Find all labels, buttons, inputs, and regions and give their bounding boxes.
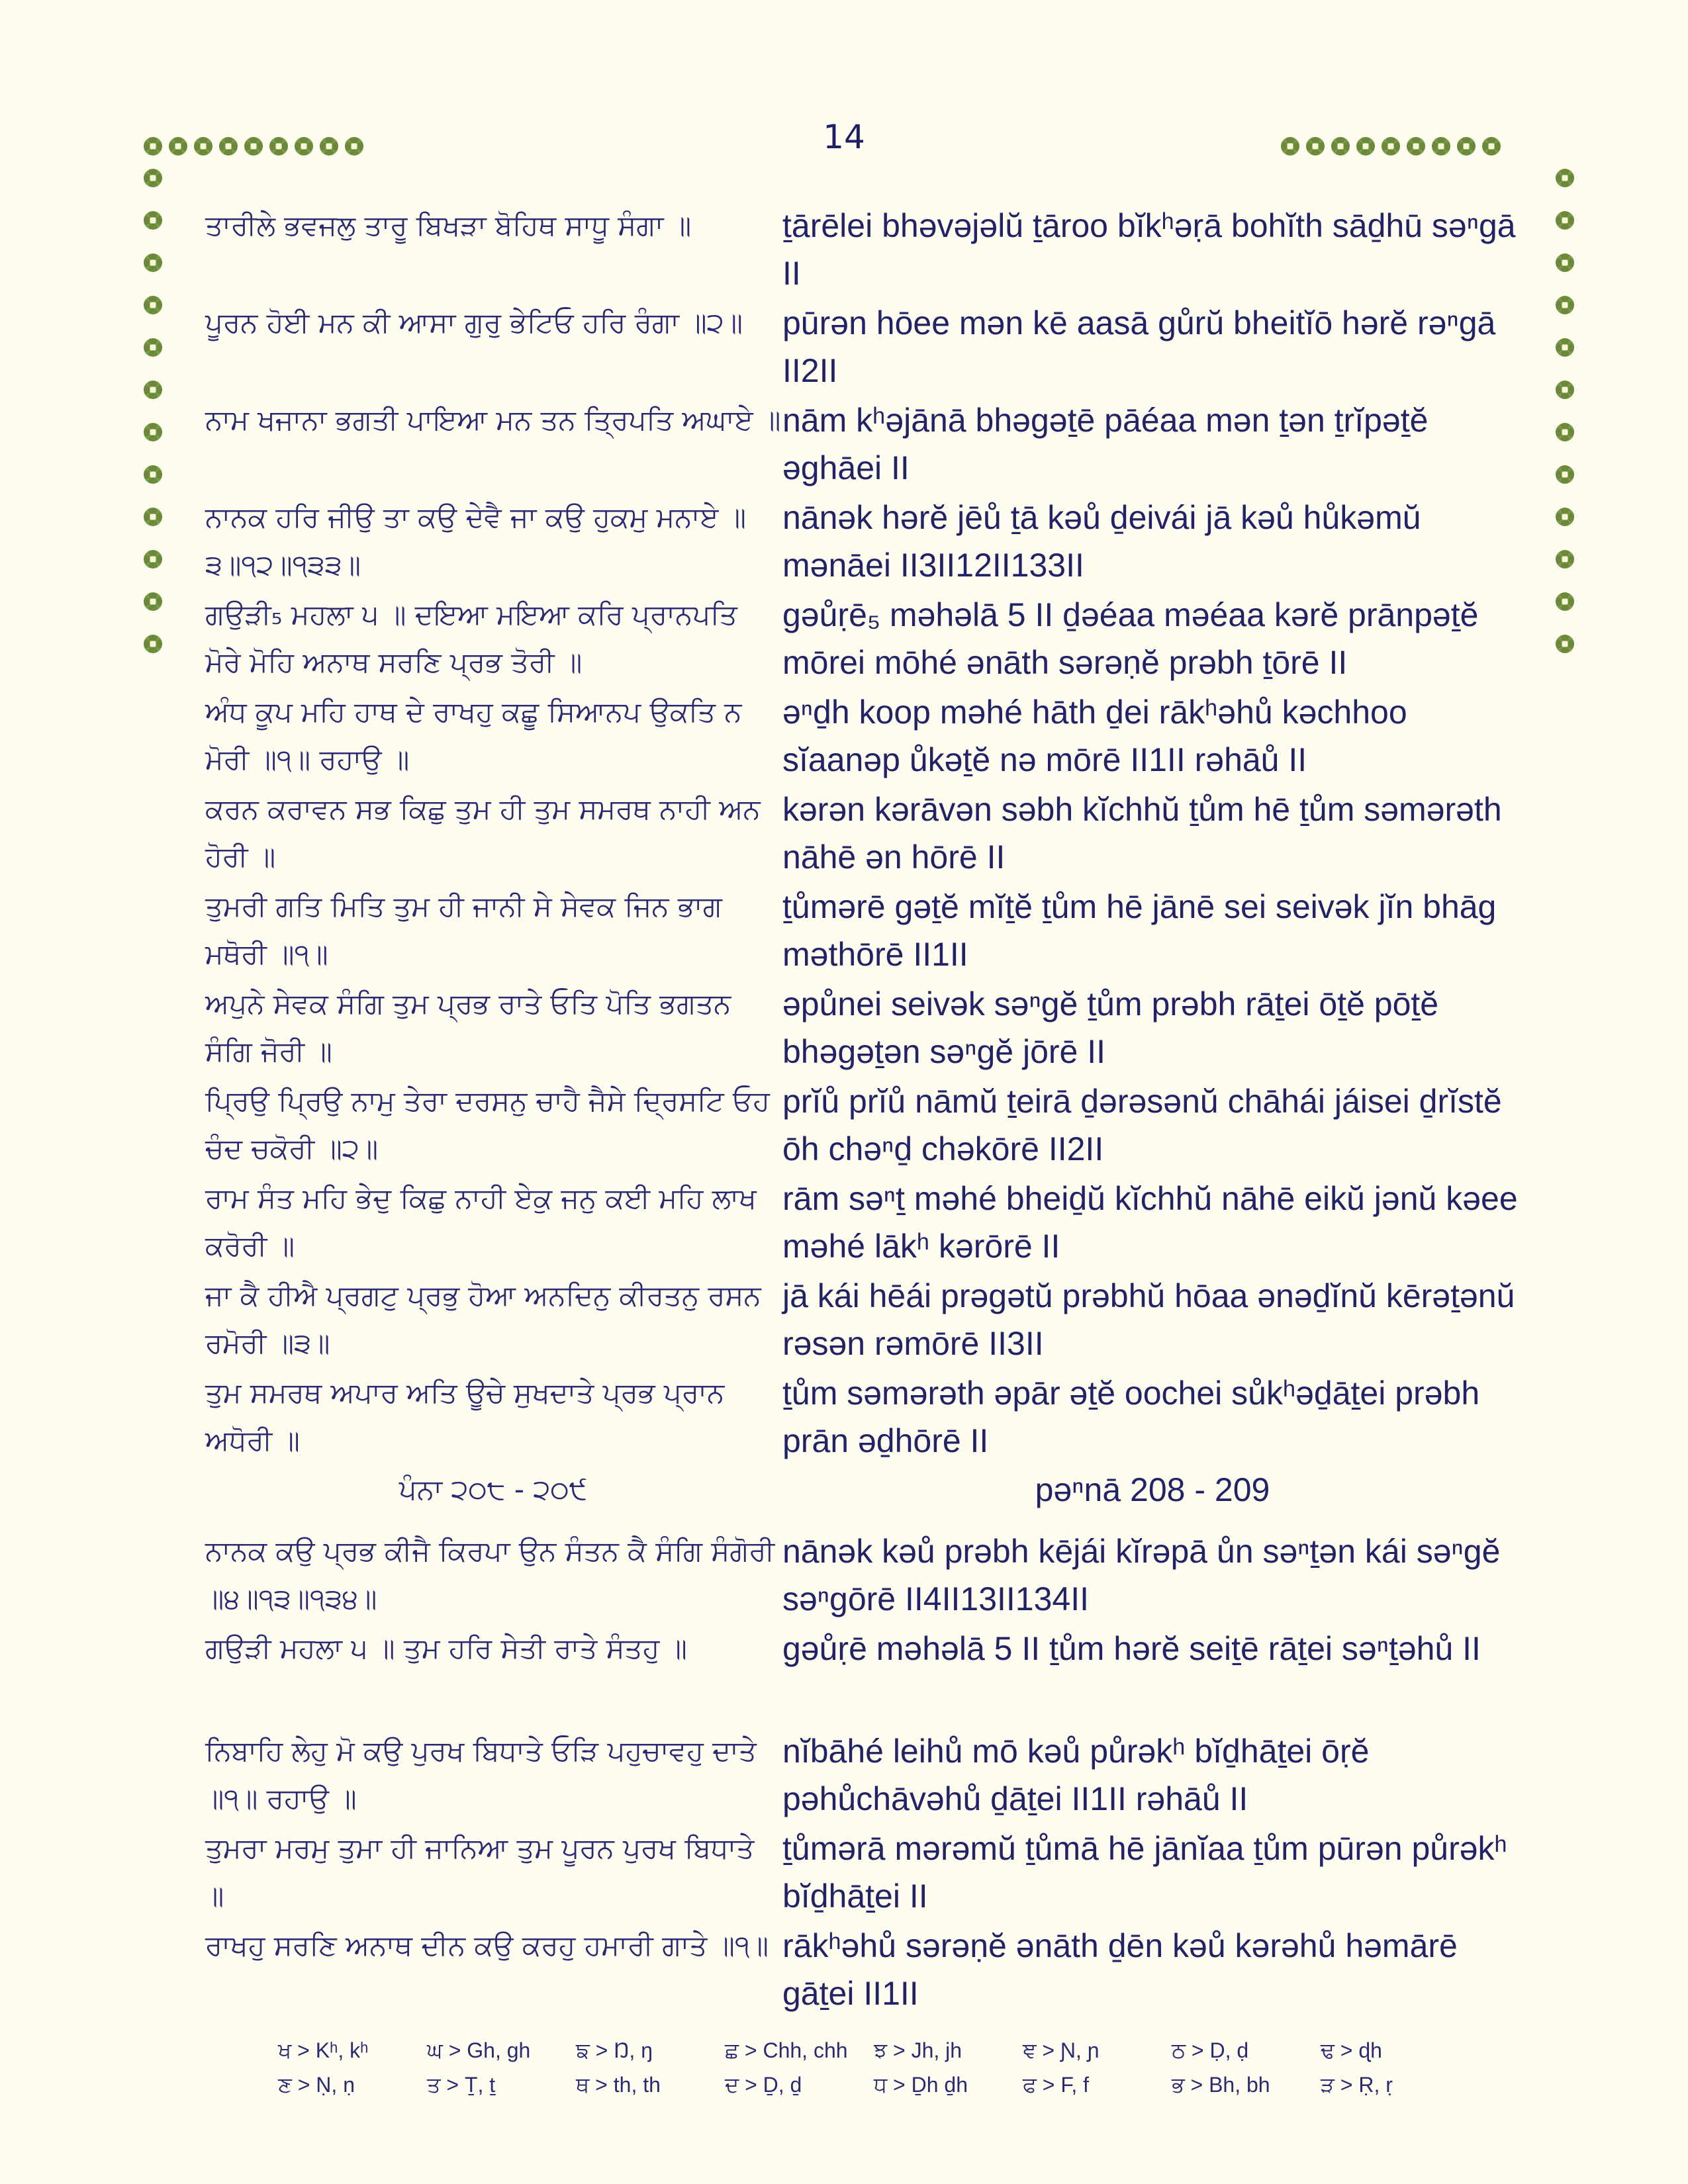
gurmukhi-text: ਕਰਨ ਕਰਾਵਨ ਸਭ ਕਿਛੁ ਤੁਮ ਹੀ ਤੁਮ ਸਮਰਥ ਨਾਹੀ ਅਨ ਹੋਰੀ ॥	[205, 793, 761, 873]
transliteration-text: rām səⁿṯ məhé bheiḏŭ kĭchhŭ nāhē eikŭ jənŭ kəee məhé lākʰ kərōrē II	[782, 1180, 1518, 1265]
flower-icon	[140, 589, 165, 614]
verse-line	[205, 494, 1523, 593]
transliteration-text: rākʰəhů sərəṇĕ ənāth ḏēn kəů kərəhů həmārē gāṯei II1II	[782, 1927, 1458, 2012]
legend-row	[278, 2073, 1470, 2107]
verse-line	[205, 202, 1523, 301]
flower-icon	[1552, 293, 1577, 318]
transliteration-text: nĭbāhé leihů mō kəů půrəkʰ bĭḏhāṯei ōṛĕ pəhůchāvəhů ḏāṯei II1II rəhāů II	[782, 1733, 1370, 1817]
gurmukhi-text: ਅੰਧ ਕੂਪ ਮਹਿ ਹਾਥ ਦੇ ਰਾਖਹੁ ਕਛੂ ਸਿਆਨਪ ਉਕਤਿ ਨ ਮੋਰੀ ॥੧॥ ਰਹਾਉ ॥	[205, 696, 742, 776]
legend-item: ਞ > Ɲ, ɲ	[1023, 2038, 1100, 2062]
verse-line	[205, 591, 1523, 690]
legend-item: ਧ > Ḏh ḏh	[874, 2073, 968, 2097]
gurmukhi-text: ਨਾਨਕ ਕਉ ਪ੍ਰਭ ਕੀਜੈ ਕਿਰਪਾ ਉਨ ਸੰਤਨ ਕੈ ਸੰਗਿ ਸੰਗੋਰੀ ॥੪॥੧੩॥੧੩੪॥	[205, 1535, 775, 1615]
verse-line	[205, 1922, 1523, 2021]
flower-icon	[191, 134, 216, 159]
gurmukhi-text: ਗਉੜੀ ਮਹਲਾ ੫ ॥ ਤੁਮ ਹਰਿ ਸੇਤੀ ਰਾਤੇ ਸੰਤਹੁ ॥	[205, 1632, 687, 1664]
transliteration-legend	[278, 2038, 1470, 2107]
flower-icon	[316, 134, 342, 159]
flower-icon	[1429, 134, 1454, 159]
transliteration-text: ṯům səmərəth əpār əṯĕ oochei sůkʰəḏāṯei prəbh prān əḏhōrē II	[782, 1375, 1480, 1459]
flower-icon	[1552, 250, 1577, 275]
verse-line	[205, 1625, 1523, 1724]
flower-icon	[1303, 134, 1328, 159]
flower-icon	[1552, 208, 1577, 233]
verse-line	[205, 883, 1523, 982]
flower-icon	[216, 134, 241, 159]
legend-item: ਠ > Ḍ, ḍ	[1172, 2038, 1249, 2062]
gurmukhi-text: ਤੁਮਰੀ ਗਤਿ ਮਿਤਿ ਤੁਮ ਹੀ ਜਾਨੀ ਸੇ ਸੇਵਕ ਜਿਨ ਭਾਗ ਮਥੋਰੀ ॥੧॥	[205, 890, 722, 970]
legend-item: ਦ > Ḏ, ḏ	[725, 2073, 802, 2097]
verse-line	[205, 396, 1523, 496]
transliteration-text: nām kʰəjānā bhəgəṯē pāéaa mən ṯən ṯrĭpəṯĕ əghāei II	[782, 402, 1429, 486]
transliteration-text: gəůṛē məhəlā 5 II ṯům hərĕ seiṯē rāṯei səⁿṯəhů II	[782, 1630, 1481, 1667]
flower-icon	[1479, 134, 1504, 159]
transliteration-text: jā kái hēái prəgətŭ prəbhŭ hōaa ənəḏĭnŭ kērəṯənŭ rəsən rəmōrē II3II	[782, 1277, 1515, 1362]
flower-icon	[241, 134, 266, 159]
gurmukhi-text: ਗਉੜੀ₅ ਮਹਲਾ ੫ ॥ ਦਇਆ ਮਇਆ ਕਰਿ ਪ੍ਰਾਨਪਤਿ ਮੋਰੇ ਮੋਹਿ ਅਨਾਥ ਸਰਣਿ ਪ੍ਰਭ ਤੋਰੀ ॥	[205, 598, 737, 678]
page-number: 14	[823, 118, 865, 156]
flower-icon	[1552, 165, 1577, 191]
transliteration-text: əⁿḏh koop məhé hāth ḏei rākʰəhů kəchhoo sĭaanəp ůkəṯĕ nə mōrē II1II rəhāů II	[782, 694, 1407, 778]
flower-icon	[1552, 335, 1577, 360]
gurmukhi-text: ਤੁਮ ਸਮਰਥ ਅਪਾਰ ਅਤਿ ਊਚੇ ਸੁਖਦਾਤੇ ਪ੍ਰਭ ਪ੍ਰਾਨ ਅਧੋਰੀ ॥	[205, 1377, 725, 1457]
transliteration-text: ṯůmərē gəṯĕ mĭṯĕ ṯům hē jānē sei seivək jĭn bhāg məthōrē II1II	[782, 888, 1497, 973]
legend-item: ਙ > Ŋ, ŋ	[576, 2038, 653, 2062]
flower-icon	[140, 250, 165, 275]
page-reference-translit: pəⁿnā 208 - 209	[1035, 1471, 1270, 1508]
legend-item: ਘ > Gh, gh	[427, 2038, 531, 2062]
verse-line	[205, 1175, 1523, 1274]
flower-icon	[140, 165, 165, 191]
gurmukhi-text: ਰਾਖਹੁ ਸਰਣਿ ਅਨਾਥ ਦੀਨ ਕਉ ਕਰਹੁ ਹਮਾਰੀ ਗਾਤੇ ॥੧॥	[205, 1929, 769, 1962]
gurmukhi-text: ਰਾਮ ਸੰਤ ਮਹਿ ਭੇਦੁ ਕਿਛੁ ਨਾਹੀ ਏਕੁ ਜਨੁ ਕਈ ਮਹਿ ਲਾਖ ਕਰੋਰੀ ॥	[205, 1182, 757, 1262]
transliteration-text: kərən kərāvən səbh kĭchhŭ ṯům hē ṯům səmərəth nāhē ən hōrē II	[782, 791, 1502, 876]
transliteration-text: pūrən hōee mən kē aasā gůrŭ bheitĭō hərĕ rəⁿgā II2II	[782, 304, 1496, 389]
flower-icon	[1552, 420, 1577, 445]
verse-line	[205, 786, 1523, 885]
flower-icon	[1552, 631, 1577, 657]
legend-item: ਛ > Chh, chh	[725, 2038, 848, 2062]
flower-icon	[1552, 504, 1577, 529]
flower-icon	[1378, 134, 1403, 159]
flower-icon	[1552, 377, 1577, 402]
gurmukhi-text: ਪੂਰਨ ਹੋਈ ਮਨ ਕੀ ਆਸਾ ਗੁਰੁ ਭੇਟਿਓ ਹਰਿ ਰੰਗਾ ॥੨॥	[205, 306, 743, 339]
transliteration-text: prĭů prĭů nāmŭ ṯeirā ḏərəsənŭ chāhái jáisei ḏrĭstĕ ōh chəⁿḏ chəkōrē II2II	[782, 1083, 1502, 1167]
legend-item: ਢ > ɖh	[1321, 2038, 1382, 2062]
flower-icon	[291, 134, 316, 159]
verse-line	[205, 1527, 1523, 1627]
flower-icon	[1278, 134, 1303, 159]
legend-item: ਤ > Ṯ, ṯ	[427, 2073, 496, 2097]
gurmukhi-text: ਨਾਮ ਖਜਾਨਾ ਭਗਤੀ ਪਾਇਆ ਮਨ ਤਨ ਤ੍ਰਿਪਤਿ ਅਘਾਏ ॥	[205, 404, 781, 436]
flower-icon	[1403, 134, 1429, 159]
flower-icon	[140, 335, 165, 360]
transliteration-text: nānək hərĕ jēů ṯā kəů ḏeivái jā kəů hůkəmŭ mənāei II3II12II133II	[782, 499, 1421, 584]
verse-line	[205, 1077, 1523, 1177]
legend-item: ੜ > Ṛ, ṛ	[1321, 2073, 1393, 2097]
transliteration-text: əpůnei seivək səⁿgĕ ṯům prəbh rāṯei ōṯĕ pōṯĕ bhəgəṯən səⁿgĕ jōrē II	[782, 985, 1439, 1070]
flower-icon	[1454, 134, 1479, 159]
flower-icon	[140, 134, 165, 159]
verse-line	[205, 1727, 1523, 1827]
flower-icon	[140, 208, 165, 233]
flower-icon	[140, 631, 165, 657]
flower-icon	[266, 134, 291, 159]
flower-border-left	[140, 165, 165, 657]
gurmukhi-text: ਤੁਮਰਾ ਮਰਮੁ ਤੁਮਾ ਹੀ ਜਾਨਿਆ ਤੁਮ ਪੂਰਨ ਪੁਰਖ ਬਿਧਾਤੇ ॥	[205, 1832, 755, 1912]
gurmukhi-text: ਨਾਨਕ ਹਰਿ ਜੀਉ ਤਾ ਕਉ ਦੇਵੈ ਜਾ ਕਉ ਹੁਕਮੁ ਮਨਾਏ ॥੩॥੧੨॥੧੩੩॥	[205, 501, 747, 581]
verse-line	[205, 1825, 1523, 1924]
page-reference-gurmukhi: ਪੰਨਾ ੨੦੮ - ੨੦੯	[399, 1473, 588, 1506]
legend-item: ਖ > Kʰ, kʰ	[278, 2038, 369, 2062]
flower-border-top-left	[140, 134, 367, 159]
flower-icon	[140, 420, 165, 445]
flower-icon	[140, 293, 165, 318]
gurmukhi-text: ਜਾ ਕੈ ਹੀਐ ਪ੍ਰਗਟੁ ਪ੍ਰਭੁ ਹੋਆ ਅਨਦਿਨੁ ਕੀਰਤਨੁ ਰਸਨ ਰਮੋਰੀ ॥੩॥	[205, 1279, 761, 1359]
gurmukhi-text: ਤਾਰੀਲੇ ਭਵਜਲੁ ਤਾਰੂ ਬਿਖੜਾ ਬੋਹਿਥ ਸਾਧੂ ਸੰਗਾ ॥	[205, 209, 692, 242]
gurmukhi-text: ਅਪੁਨੇ ਸੇਵਕ ਸੰਗਿ ਤੁਮ ਪ੍ਰਭ ਰਾਤੇ ਓਤਿ ਪੋਤਿ ਭਗਤਨ ਸੰਗਿ ਜੋਰੀ ॥	[205, 987, 731, 1068]
legend-item: ਣ > Ṇ, ṇ	[278, 2073, 355, 2097]
flower-icon	[140, 462, 165, 487]
transliteration-text: ṯārēlei bhəvəjəlŭ ṯāroo bĭkʰəṛā bohĭth sāḏhū səⁿgā II	[782, 207, 1516, 292]
flower-icon	[1328, 134, 1353, 159]
gurmukhi-text: ਪ੍ਰਿਉ ਪ੍ਰਿਉ ਨਾਮੁ ਤੇਰਾ ਦਰਸਨੁ ਚਾਹੈ ਜੈਸੇ ਦ੍ਰਿਸਟਿ ਓਹ ਚੰਦ ਚਕੋਰੀ ॥੨॥	[205, 1085, 770, 1165]
legend-item: ਝ > Jh, jh	[874, 2038, 962, 2062]
flower-icon	[140, 504, 165, 529]
flower-icon	[165, 134, 191, 159]
transliteration-text: gəůṛē₅ məhəlā 5 II ḏəéaa məéaa kərĕ prānpəṯĕ mōrei mōhé ənāth sərəṇĕ prəbh ṯōrē II	[782, 596, 1479, 681]
flower-border-top-right	[1278, 134, 1504, 159]
flower-icon	[140, 377, 165, 402]
flower-icon	[140, 547, 165, 572]
flower-icon	[1552, 462, 1577, 487]
flower-icon	[1552, 547, 1577, 572]
transliteration-text: nānək kəů prəbh kējái kĭrəpā ůn səⁿṯən kái səⁿgĕ səⁿgōrē II4II13II134II	[782, 1533, 1501, 1617]
legend-row	[278, 2038, 1470, 2073]
page-reference	[205, 1466, 1523, 1514]
transliteration-text: ṯůmərā mərəmŭ ṯůmā hē jānĭaa ṯům pūrən půrəkʰ bĭḏhāṯei II	[782, 1830, 1507, 1915]
flower-icon	[1353, 134, 1378, 159]
flower-icon	[1552, 589, 1577, 614]
verse-line	[205, 688, 1523, 788]
legend-item: ਫ > F, f	[1023, 2073, 1090, 2097]
verse-line	[205, 299, 1523, 398]
flower-icon	[342, 134, 367, 159]
verse-line	[205, 1369, 1523, 1469]
gurmukhi-text: ਨਿਬਾਹਿ ਲੇਹੁ ਮੋ ਕਉ ਪੁਰਖ ਬਿਧਾਤੇ ਓੜਿ ਪਹੁਚਾਵਹੁ ਦਾਤੇ ॥੧॥ ਰਹਾਉ ॥	[205, 1735, 757, 1815]
verse-line	[205, 1272, 1523, 1371]
legend-item: ਥ > th, th	[576, 2073, 661, 2097]
verse-line	[205, 980, 1523, 1079]
legend-item: ਭ > Bh, bh	[1172, 2073, 1270, 2097]
flower-border-right	[1552, 165, 1577, 657]
